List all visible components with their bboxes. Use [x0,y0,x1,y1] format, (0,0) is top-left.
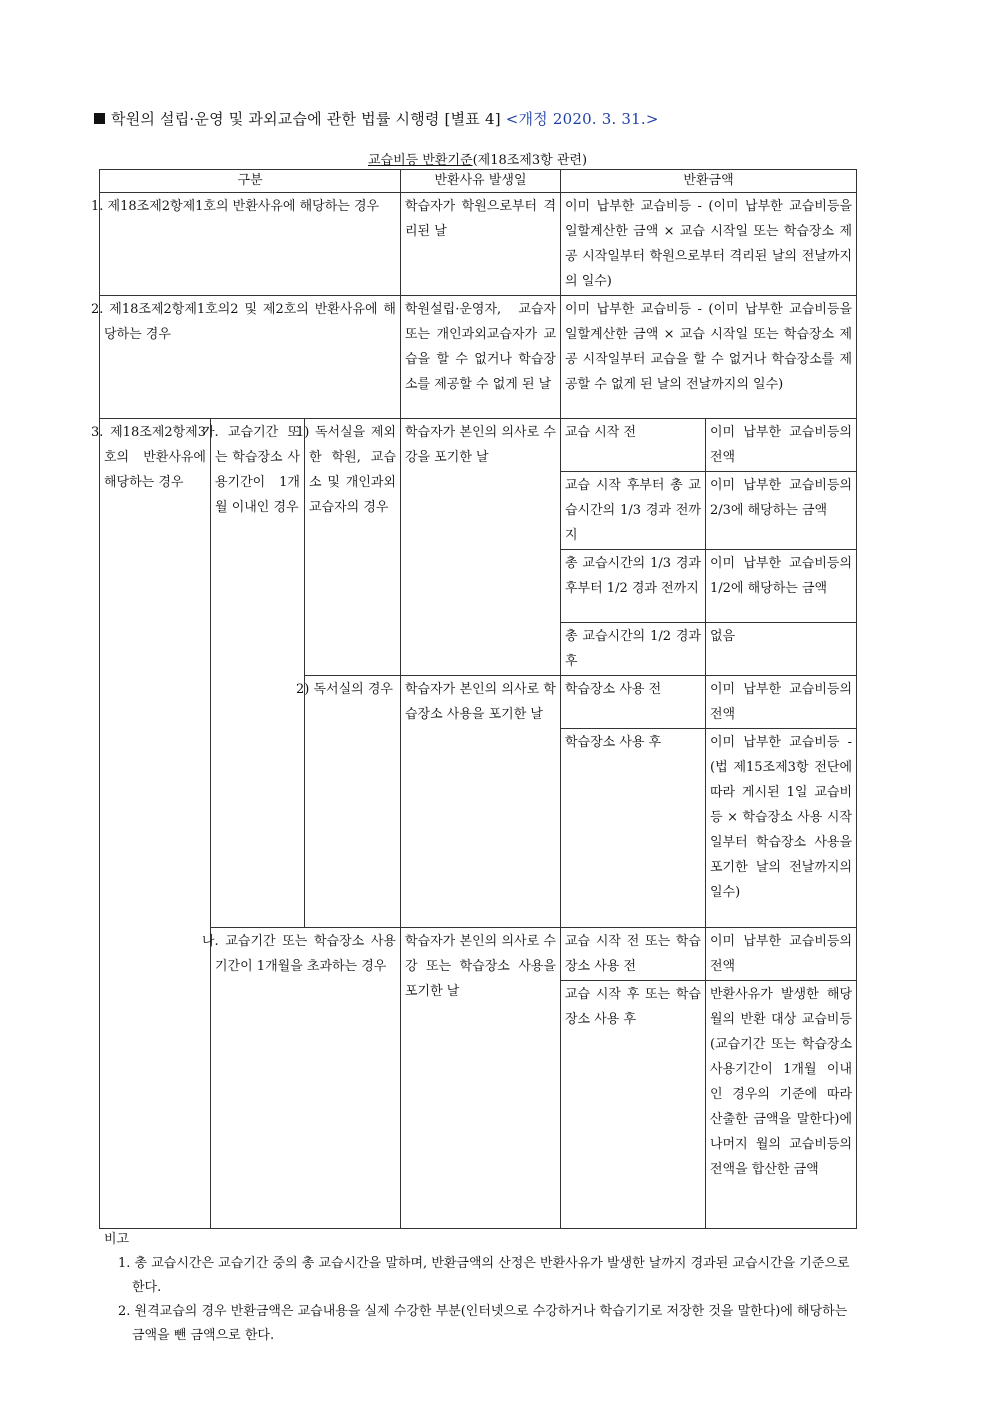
table-row [100,296,857,419]
sub2-amount-2: 이미 납부한 교습비등 - (법 제15조제3항 전단에 따라 게시된 1일 교습비등 × 학습장소 사용 시작일부터 학습장소 사용을 포기한 날의 전날까지의 일수) [706,729,857,928]
black-square-icon [94,113,105,124]
row3-ga-sub2-date: 학습자가 본인의 의사로 학습장소 사용을 포기한 날 [401,676,561,928]
table-row [100,928,857,981]
table-row [100,419,857,472]
header-amount: 반환금액 [561,170,857,193]
document-title [94,108,659,129]
row1-category: 1. 제18조제2항제1호의 반환사유에 해당하는 경우 [100,193,401,296]
sub2-when-1: 학습장소 사용 전 [561,676,706,729]
title-text: 학원의 설립·운영 및 과외교습에 관한 법률 시행령 [별표 4] [111,110,501,128]
header-date: 반환사유 발생일 [401,170,561,193]
sub1-amount-4: 없음 [706,623,857,676]
na-when-2: 교습 시작 후 또는 학습장소 사용 후 [561,981,706,1229]
row3-ga-label: 가. 교습기간 또는 학습장소 사용기간이 1개월 이내인 경우 [211,419,305,928]
refund-table [91,169,857,1229]
caption-main: 교습비등 반환기준 [367,153,473,168]
row3-ga-sub1-date: 학습자가 본인의 의사로 수강을 포기한 날 [401,419,561,676]
row3-category: 3. 제18조제2항제3호의 반환사유에 해당하는 경우 [100,419,211,1229]
row2-date: 학원설립·운영자, 교습자 또는 개인과외교습자가 교습을 할 수 없거나 학습장소를 제공할 수 없게 된 날 [401,296,561,419]
row3-na-label: 나. 교습기간 또는 학습장소 사용기간이 1개월을 초과하는 경우 [211,928,401,1229]
na-amount-1: 이미 납부한 교습비등의 전액 [706,928,857,981]
amendment-link[interactable]: <개정 2020. 3. 31.> [505,110,659,128]
table-row [100,193,857,296]
sub1-amount-1: 이미 납부한 교습비등의 전액 [706,419,857,472]
row1-amount: 이미 납부한 교습비등 - (이미 납부한 교습비등을 일할계산한 금액 × 교습 시작일 또는 학습장소 제공 시작일부터 학원으로부터 격리된 날의 전날까지의 일수) [561,193,857,296]
na-amount-2: 반환사유가 발생한 해당 월의 반환 대상 교습비등(교습기간 또는 학습장소 사용기간이 1개월 이내인 경우의 기준에 따라 산출한 금액을 말한다)에 나머지 월의 교습비등의 전액을 합산한 금액 [706,981,857,1229]
caption-sub: (제18조제3항 관련) [472,153,588,168]
row2-amount: 이미 납부한 교습비등 - (이미 납부한 교습비등을 일할계산한 금액 × 교습 시작일 또는 학습장소 제공 시작일부터 교습을 할 수 없거나 학습장소를 제공할 수 없게 된 날의 전날까지의 일수) [561,296,857,419]
sub1-amount-2: 이미 납부한 교습비등의 2/3에 해당하는 금액 [706,472,857,550]
row1-date: 학습자가 학원으로부터 격리된 날 [401,193,561,296]
sub1-amount-3: 이미 납부한 교습비등의 1/2에 해당하는 금액 [706,550,857,623]
notes-heading: 비고 [104,1232,130,1247]
header-row [100,170,857,193]
header-category: 구분 [100,170,401,193]
row3-ga-sub1-label: 1) 독서실을 제외한 학원, 교습소 및 개인과외교습자의 경우 [305,419,401,676]
note-item-2: 2. 원격교습의 경우 반환금액은 교습내용을 실제 수강한 부분(인터넷으로 수강하거나 학습기기로 저장한 것을 말한다)에 해당하는 금액을 뺀 금액으로 한다. [118,1304,848,1343]
sub1-when-1: 교습 시작 전 [561,419,706,472]
sub2-amount-1: 이미 납부한 교습비등의 전액 [706,676,857,729]
note-item-1: 1. 총 교습시간은 교습기간 중의 총 교습시간을 말하며, 반환금액의 산정은 반환사유가 발생한 날까지 경과된 교습시간을 기준으로 한다. [118,1256,850,1295]
sub1-when-2: 교습 시작 후부터 총 교습시간의 1/3 경과 전까지 [561,472,706,550]
sub2-when-2: 학습장소 사용 후 [561,729,706,928]
na-when-1: 교습 시작 전 또는 학습장소 사용 전 [561,928,706,981]
table-caption [0,149,955,168]
row2-category: 2. 제18조제2항제1호의2 및 제2호의 반환사유에 해당하는 경우 [100,296,401,419]
row3-na-date: 학습자가 본인의 의사로 수강 또는 학습장소 사용을 포기한 날 [401,928,561,1229]
sub1-when-4: 총 교습시간의 1/2 경과 후 [561,623,706,676]
notes-section [104,1228,856,1348]
row3-ga-sub2-label: 2) 독서실의 경우 [305,676,401,928]
sub1-when-3: 총 교습시간의 1/3 경과 후부터 1/2 경과 전까지 [561,550,706,623]
